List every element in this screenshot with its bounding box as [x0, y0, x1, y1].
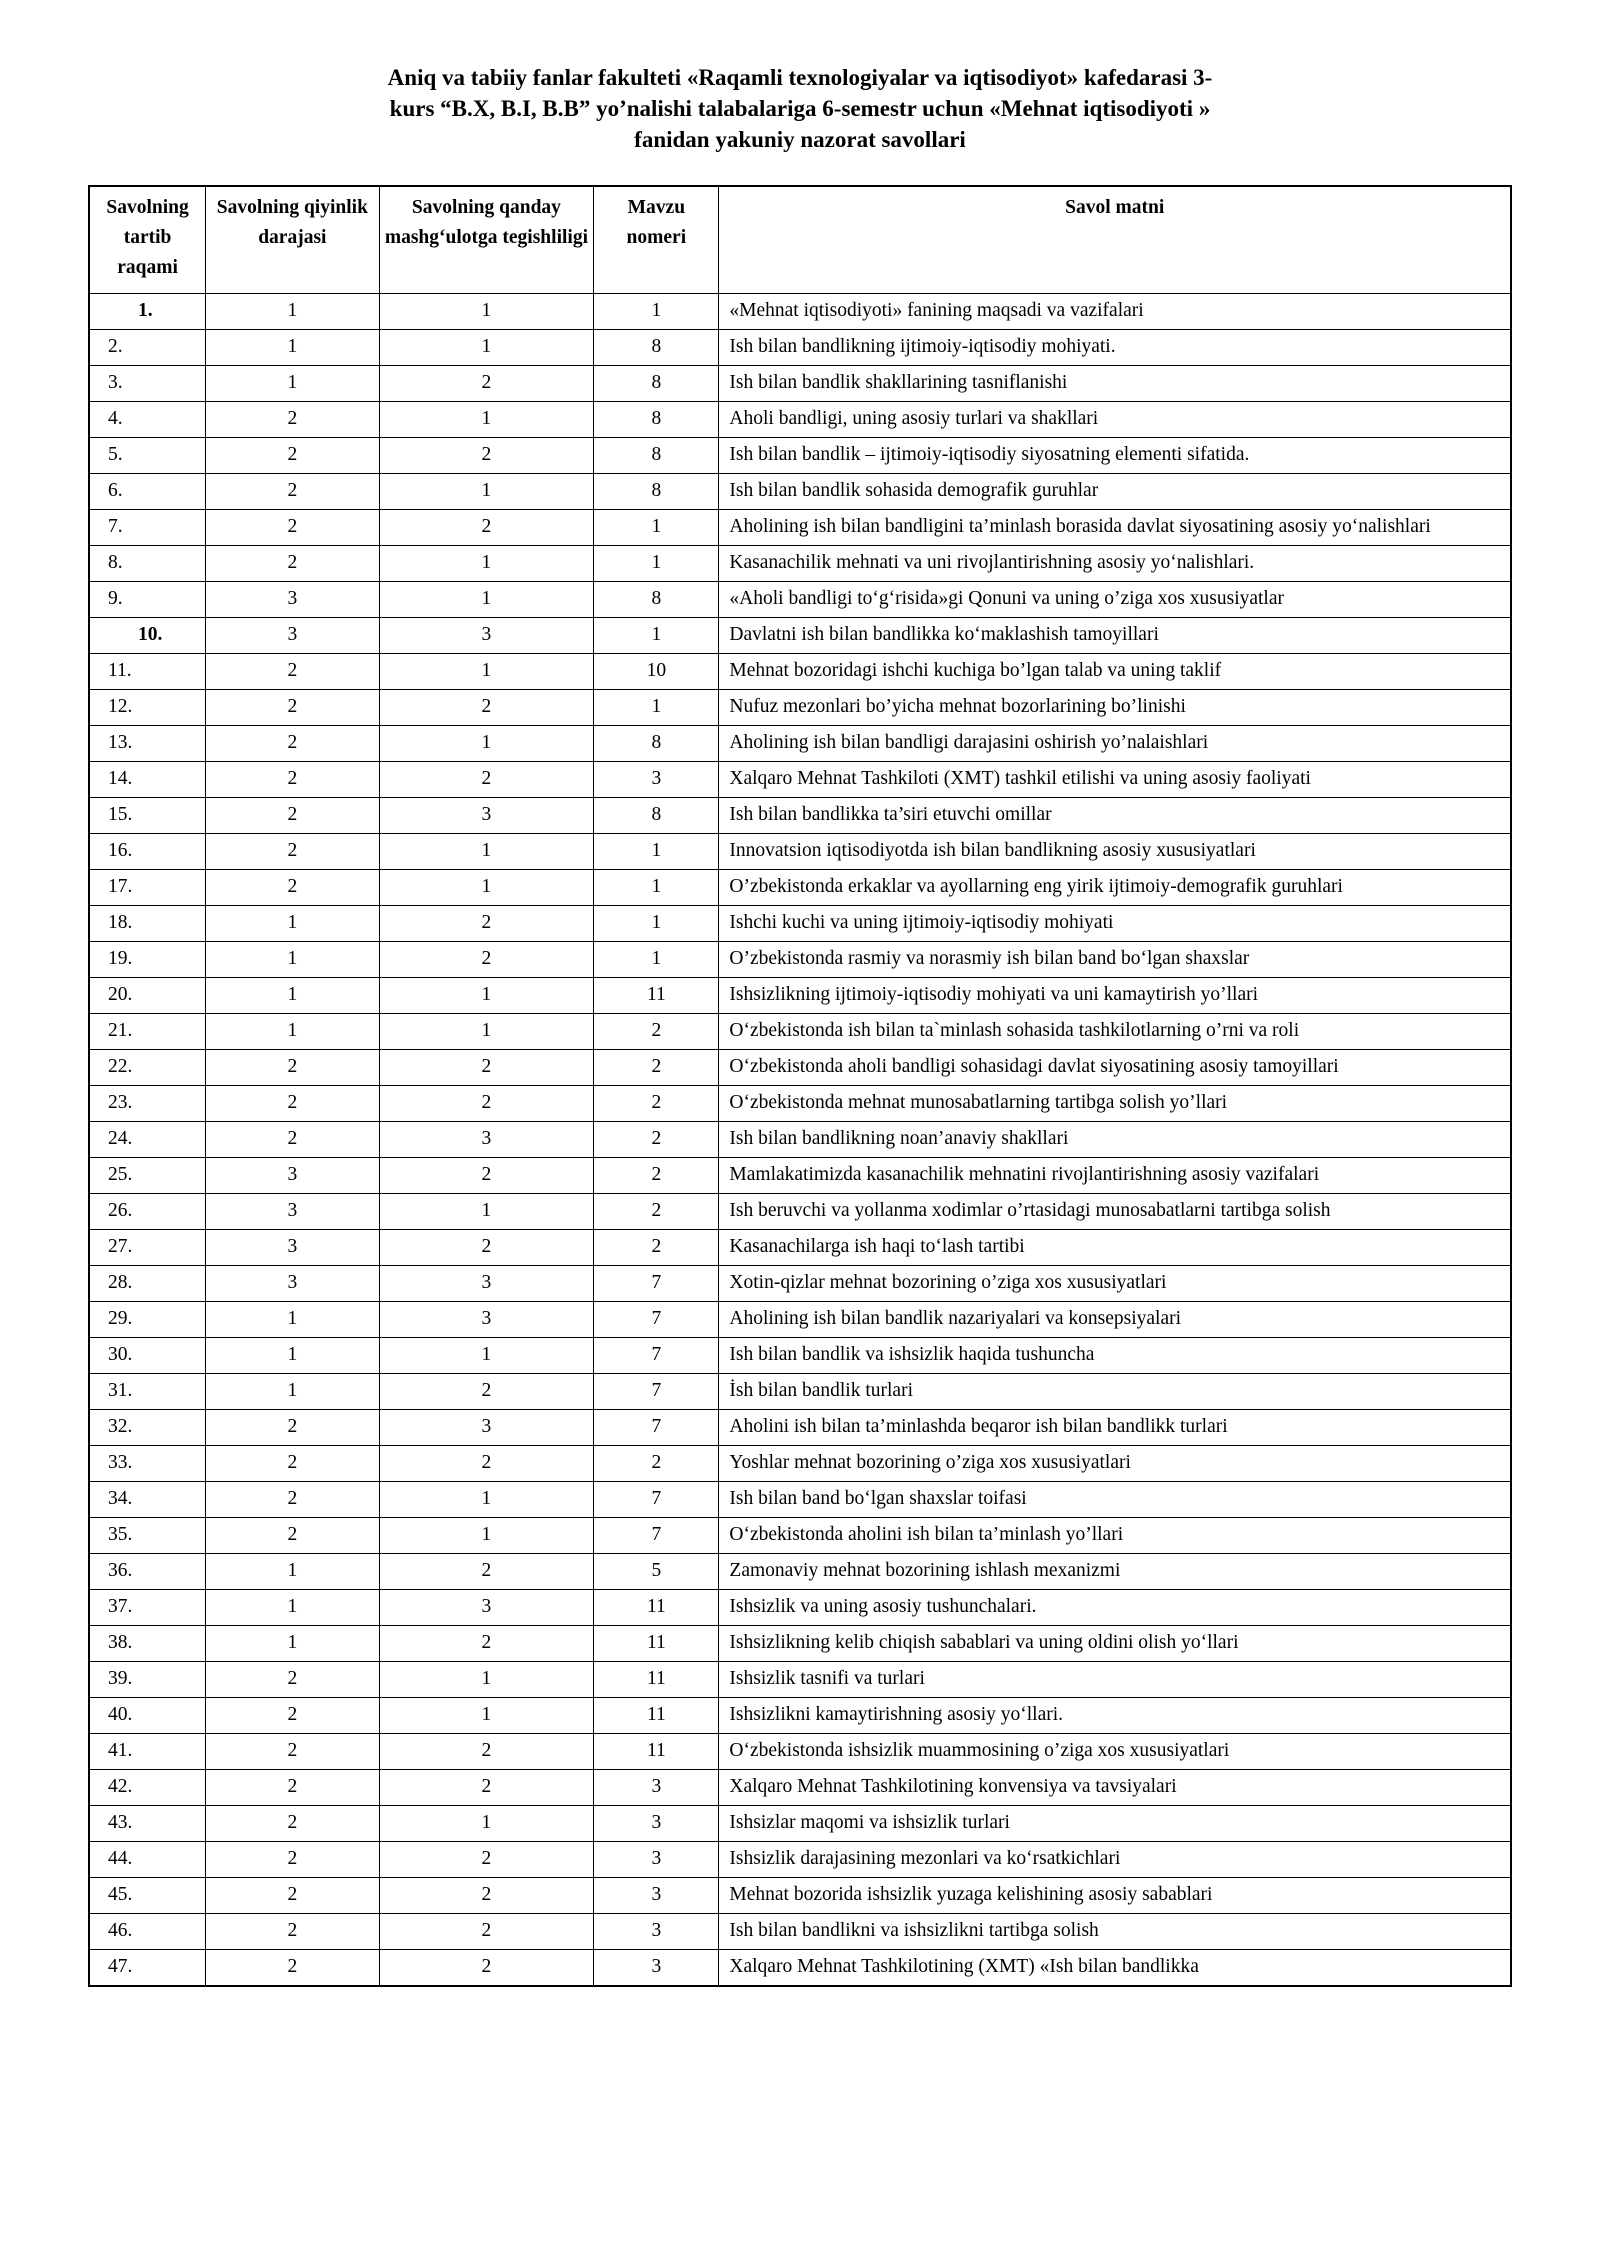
lesson-type-cell: 3	[379, 618, 594, 654]
topic-number-cell: 1	[594, 294, 719, 330]
topic-number-cell: 1	[594, 618, 719, 654]
topic-number-cell: 1	[594, 690, 719, 726]
difficulty-cell: 3	[206, 582, 379, 618]
table-row	[89, 978, 1511, 1014]
topic-number-cell: 1	[594, 942, 719, 978]
question-number-cell: 33.	[89, 1446, 206, 1482]
table-row	[89, 654, 1511, 690]
table-row	[89, 1770, 1511, 1806]
question-number-cell: 39.	[89, 1662, 206, 1698]
difficulty-cell: 1	[206, 942, 379, 978]
topic-number-cell: 1	[594, 546, 719, 582]
table-row	[89, 690, 1511, 726]
topic-number-cell: 1	[594, 870, 719, 906]
difficulty-cell: 2	[206, 1446, 379, 1482]
question-text-cell: Mamlakatimizda kasanachilik mehnatini rivojlantirishning asosiy vazifalari	[719, 1158, 1511, 1194]
question-number-cell: 28.	[89, 1266, 206, 1302]
question-text-cell: Ish bilan bandlikka ta’siri etuvchi omillar	[719, 798, 1511, 834]
question-text-cell: Ish bilan bandlik – ijtimoiy-iqtisodiy siyosatning elementi sifatida.	[719, 438, 1511, 474]
difficulty-cell: 2	[206, 1482, 379, 1518]
topic-number-cell: 8	[594, 798, 719, 834]
topic-number-cell: 11	[594, 1698, 719, 1734]
question-text-cell: Mehnat bozoridagi ishchi kuchiga bo’lgan talab va uning taklif	[719, 654, 1511, 690]
table-row	[89, 1374, 1511, 1410]
table-row	[89, 1302, 1511, 1338]
question-text-cell: Ishsizlik tasnifi va turlari	[719, 1662, 1511, 1698]
difficulty-cell: 1	[206, 1338, 379, 1374]
topic-number-cell: 11	[594, 978, 719, 1014]
table-row	[89, 402, 1511, 438]
question-number-cell: 24.	[89, 1122, 206, 1158]
lesson-type-cell: 1	[379, 726, 594, 762]
difficulty-cell: 2	[206, 798, 379, 834]
lesson-type-cell: 2	[379, 1626, 594, 1662]
lesson-type-cell: 2	[379, 1230, 594, 1266]
topic-number-cell: 8	[594, 726, 719, 762]
table-row	[89, 438, 1511, 474]
question-number-cell: 45.	[89, 1878, 206, 1914]
difficulty-cell: 2	[206, 1410, 379, 1446]
table-row	[89, 1194, 1511, 1230]
difficulty-cell: 2	[206, 690, 379, 726]
topic-number-cell: 8	[594, 330, 719, 366]
table-row	[89, 906, 1511, 942]
table-row	[89, 1482, 1511, 1518]
lesson-type-cell: 2	[379, 1842, 594, 1878]
table-body	[89, 294, 1511, 1987]
difficulty-cell: 2	[206, 1734, 379, 1770]
title-line-3: fanidan yakuniy nazorat savollari	[634, 127, 966, 152]
lesson-type-cell: 3	[379, 1122, 594, 1158]
question-text-cell: Ishsizlar maqomi va ishsizlik turlari	[719, 1806, 1511, 1842]
topic-number-cell: 2	[594, 1086, 719, 1122]
lesson-type-cell: 2	[379, 1950, 594, 1987]
table-row	[89, 1014, 1511, 1050]
topic-number-cell: 8	[594, 438, 719, 474]
question-number-cell: 16.	[89, 834, 206, 870]
question-text-cell: Innovatsion iqtisodiyotda ish bilan bandlikning asosiy xususiyatlari	[719, 834, 1511, 870]
question-text-cell: Xotin-qizlar mehnat bozorining o’ziga xos xususiyatlari	[719, 1266, 1511, 1302]
question-text-cell: Ish bilan bandlik va ishsizlik haqida tushuncha	[719, 1338, 1511, 1374]
difficulty-cell: 2	[206, 546, 379, 582]
table-row	[89, 726, 1511, 762]
lesson-type-cell: 3	[379, 1410, 594, 1446]
question-text-cell: Kasanachilik mehnati va uni rivojlantirishning asosiy yoʻnalishlari.	[719, 546, 1511, 582]
question-text-cell: Ish bilan bandlik shakllarining tasniflanishi	[719, 366, 1511, 402]
question-number-cell: 3.	[89, 366, 206, 402]
topic-number-cell: 3	[594, 762, 719, 798]
topic-number-cell: 11	[594, 1626, 719, 1662]
table-row	[89, 1806, 1511, 1842]
table-row	[89, 1914, 1511, 1950]
question-text-cell: Xalqaro Mehnat Tashkilotining konvensiya va tavsiyalari	[719, 1770, 1511, 1806]
question-number-cell: 23.	[89, 1086, 206, 1122]
lesson-type-cell: 1	[379, 1338, 594, 1374]
topic-number-cell: 2	[594, 1014, 719, 1050]
topic-number-cell: 1	[594, 834, 719, 870]
lesson-type-cell: 1	[379, 978, 594, 1014]
topic-number-cell: 7	[594, 1410, 719, 1446]
topic-number-cell: 11	[594, 1734, 719, 1770]
difficulty-cell: 3	[206, 618, 379, 654]
table-row	[89, 1698, 1511, 1734]
document-title	[185, 62, 1415, 155]
topic-number-cell: 7	[594, 1374, 719, 1410]
difficulty-cell: 2	[206, 438, 379, 474]
lesson-type-cell: 3	[379, 1302, 594, 1338]
table-row	[89, 1158, 1511, 1194]
table-row	[89, 1446, 1511, 1482]
table-row	[89, 1518, 1511, 1554]
question-number-cell: 36.	[89, 1554, 206, 1590]
question-text-cell: Davlatni ish bilan bandlikka koʻmaklashish tamoyillari	[719, 618, 1511, 654]
table-row	[89, 294, 1511, 330]
difficulty-cell: 1	[206, 1590, 379, 1626]
question-text-cell: «Mehnat iqtisodiyoti» fanining maqsadi va vazifalari	[719, 294, 1511, 330]
question-number-cell: 8.	[89, 546, 206, 582]
lesson-type-cell: 1	[379, 1518, 594, 1554]
question-text-cell: Ishsizlikning kelib chiqish sabablari va uning oldini olish yoʻllari	[719, 1626, 1511, 1662]
question-text-cell: Ish bilan bandlikni va ishsizlikni tartibga solish	[719, 1914, 1511, 1950]
difficulty-cell: 1	[206, 366, 379, 402]
difficulty-cell: 3	[206, 1266, 379, 1302]
topic-number-cell: 10	[594, 654, 719, 690]
question-number-cell: 15.	[89, 798, 206, 834]
question-number-cell: 46.	[89, 1914, 206, 1950]
difficulty-cell: 2	[206, 1770, 379, 1806]
difficulty-cell: 2	[206, 654, 379, 690]
title-line-2: kurs “B.X, B.I, B.B” yo’nalishi talabalariga 6-semestr uchun «Mehnat iqtisodiyoti »	[389, 96, 1211, 121]
difficulty-cell: 2	[206, 1662, 379, 1698]
question-number-cell: 40.	[89, 1698, 206, 1734]
question-text-cell: Aholi bandligi, uning asosiy turlari va shakllari	[719, 402, 1511, 438]
table-row	[89, 1554, 1511, 1590]
lesson-type-cell: 3	[379, 1590, 594, 1626]
header-question-text: Savol matni	[719, 186, 1511, 294]
table-row	[89, 1122, 1511, 1158]
difficulty-cell: 1	[206, 1626, 379, 1662]
question-number-cell: 42.	[89, 1770, 206, 1806]
table-row	[89, 834, 1511, 870]
question-number-cell: 22.	[89, 1050, 206, 1086]
table-row	[89, 618, 1511, 654]
difficulty-cell: 2	[206, 1878, 379, 1914]
question-number-cell: 31.	[89, 1374, 206, 1410]
topic-number-cell: 1	[594, 906, 719, 942]
header-lesson-type: Savolning qanday mashgʻulotga tegishliligi	[379, 186, 594, 294]
question-number-cell: 5.	[89, 438, 206, 474]
table-row	[89, 1734, 1511, 1770]
question-number-cell: 20.	[89, 978, 206, 1014]
topic-number-cell: 7	[594, 1338, 719, 1374]
difficulty-cell: 2	[206, 474, 379, 510]
table-row	[89, 546, 1511, 582]
difficulty-cell: 3	[206, 1158, 379, 1194]
lesson-type-cell: 3	[379, 798, 594, 834]
question-text-cell: Ish beruvchi va yollanma xodimlar o’rtasidagi munosabatlarni tartibga solish	[719, 1194, 1511, 1230]
question-number-cell: 6.	[89, 474, 206, 510]
table-row	[89, 1086, 1511, 1122]
question-text-cell: Yoshlar mehnat bozorining o’ziga xos xususiyatlari	[719, 1446, 1511, 1482]
difficulty-cell: 1	[206, 1374, 379, 1410]
question-text-cell: Ish bilan band boʻlgan shaxslar toifasi	[719, 1482, 1511, 1518]
question-number-cell: 12.	[89, 690, 206, 726]
difficulty-cell: 2	[206, 762, 379, 798]
question-number-cell: 18.	[89, 906, 206, 942]
questions-table	[88, 185, 1512, 1987]
question-number-cell: 43.	[89, 1806, 206, 1842]
difficulty-cell: 2	[206, 1518, 379, 1554]
difficulty-cell: 2	[206, 834, 379, 870]
table-row	[89, 1662, 1511, 1698]
difficulty-cell: 2	[206, 1050, 379, 1086]
question-text-cell: Ishsizlik darajasining mezonlari va koʻrsatkichlari	[719, 1842, 1511, 1878]
lesson-type-cell: 1	[379, 1482, 594, 1518]
lesson-type-cell: 2	[379, 1554, 594, 1590]
lesson-type-cell: 2	[379, 1734, 594, 1770]
table-row	[89, 1950, 1511, 1987]
topic-number-cell: 2	[594, 1194, 719, 1230]
difficulty-cell: 1	[206, 294, 379, 330]
topic-number-cell: 1	[594, 510, 719, 546]
question-text-cell: Nufuz mezonlari bo’yicha mehnat bozorlarining bo’linishi	[719, 690, 1511, 726]
question-text-cell: Oʻzbekistonda aholini ish bilan ta’minlash yo’llari	[719, 1518, 1511, 1554]
lesson-type-cell: 2	[379, 1914, 594, 1950]
lesson-type-cell: 2	[379, 1374, 594, 1410]
question-number-cell: 13.	[89, 726, 206, 762]
lesson-type-cell: 2	[379, 942, 594, 978]
question-number-cell: 38.	[89, 1626, 206, 1662]
question-number-cell: 35.	[89, 1518, 206, 1554]
difficulty-cell: 3	[206, 1230, 379, 1266]
lesson-type-cell: 2	[379, 1158, 594, 1194]
question-text-cell: Aholining ish bilan bandligi darajasini oshirish yo’nalaishlari	[719, 726, 1511, 762]
lesson-type-cell: 1	[379, 582, 594, 618]
topic-number-cell: 11	[594, 1662, 719, 1698]
question-text-cell: Mehnat bozorida ishsizlik yuzaga kelishining asosiy sabablari	[719, 1878, 1511, 1914]
table-row	[89, 1338, 1511, 1374]
question-text-cell: Ish bilan bandlikning noan’anaviy shakllari	[719, 1122, 1511, 1158]
table-row	[89, 1878, 1511, 1914]
topic-number-cell: 2	[594, 1158, 719, 1194]
question-number-cell: 19.	[89, 942, 206, 978]
difficulty-cell: 2	[206, 726, 379, 762]
topic-number-cell: 3	[594, 1806, 719, 1842]
question-text-cell: Xalqaro Mehnat Tashkiloti (XMT) tashkil etilishi va uning asosiy faoliyati	[719, 762, 1511, 798]
question-number-cell: 29.	[89, 1302, 206, 1338]
lesson-type-cell: 2	[379, 1086, 594, 1122]
question-text-cell: «Aholi bandligi toʻgʻrisida»gi Qonuni va uning o’ziga xos xususiyatlar	[719, 582, 1511, 618]
question-text-cell: Ishsizlikni kamaytirishning asosiy yoʻllari.	[719, 1698, 1511, 1734]
lesson-type-cell: 2	[379, 366, 594, 402]
header-topic-number: Mavzu nomeri	[594, 186, 719, 294]
question-number-cell: 37.	[89, 1590, 206, 1626]
table-row	[89, 1626, 1511, 1662]
difficulty-cell: 2	[206, 1086, 379, 1122]
topic-number-cell: 5	[594, 1554, 719, 1590]
lesson-type-cell: 1	[379, 1014, 594, 1050]
topic-number-cell: 3	[594, 1770, 719, 1806]
question-text-cell: Ish bilan bandlik sohasida demografik guruhlar	[719, 474, 1511, 510]
question-text-cell: Oʻzbekistonda ishsizlik muammosining o’ziga xos xususiyatlari	[719, 1734, 1511, 1770]
topic-number-cell: 2	[594, 1446, 719, 1482]
table-row	[89, 1842, 1511, 1878]
topic-number-cell: 8	[594, 474, 719, 510]
table-row	[89, 798, 1511, 834]
lesson-type-cell: 1	[379, 402, 594, 438]
lesson-type-cell: 1	[379, 1662, 594, 1698]
question-number-cell: 21.	[89, 1014, 206, 1050]
question-text-cell: Ish bilan bandlikning ijtimoiy-iqtisodiy mohiyati.	[719, 330, 1511, 366]
topic-number-cell: 7	[594, 1482, 719, 1518]
lesson-type-cell: 1	[379, 1806, 594, 1842]
difficulty-cell: 2	[206, 870, 379, 906]
header-difficulty: Savolning qiyinlik darajasi	[206, 186, 379, 294]
header-row	[89, 186, 1511, 294]
lesson-type-cell: 2	[379, 762, 594, 798]
table-row	[89, 330, 1511, 366]
difficulty-cell: 1	[206, 978, 379, 1014]
question-text-cell: Aholining ish bilan bandlik nazariyalari va konsepsiyalari	[719, 1302, 1511, 1338]
question-text-cell: Xalqaro Mehnat Tashkilotining (XMT) «Ish bilan bandlikka	[719, 1950, 1511, 1987]
question-text-cell: Aholining ish bilan bandligini ta’minlash borasida davlat siyosatining asosiy yoʻnalishlari	[719, 510, 1511, 546]
lesson-type-cell: 2	[379, 1770, 594, 1806]
question-text-cell: Oʻzbekistonda ish bilan ta`minlash sohasida tashkilotlarning o’rni va roli	[719, 1014, 1511, 1050]
question-number-cell: 32.	[89, 1410, 206, 1446]
question-number-cell: 41.	[89, 1734, 206, 1770]
question-number-cell: 10.	[89, 618, 206, 654]
lesson-type-cell: 2	[379, 438, 594, 474]
question-number-cell: 14.	[89, 762, 206, 798]
difficulty-cell: 1	[206, 1554, 379, 1590]
topic-number-cell: 2	[594, 1230, 719, 1266]
question-text-cell: O’zbekistonda erkaklar va ayollarning eng yirik ijtimoiy-demografik guruhlari	[719, 870, 1511, 906]
lesson-type-cell: 1	[379, 474, 594, 510]
table-row	[89, 1050, 1511, 1086]
difficulty-cell: 1	[206, 1302, 379, 1338]
question-text-cell: Oʻzbekistonda mehnat munosabatlarning tartibga solish yo’llari	[719, 1086, 1511, 1122]
question-text-cell: O’zbekistonda rasmiy va norasmiy ish bilan band boʻlgan shaxslar	[719, 942, 1511, 978]
topic-number-cell: 3	[594, 1878, 719, 1914]
topic-number-cell: 8	[594, 582, 719, 618]
topic-number-cell: 7	[594, 1302, 719, 1338]
question-number-cell: 47.	[89, 1950, 206, 1987]
lesson-type-cell: 1	[379, 294, 594, 330]
table-row	[89, 1230, 1511, 1266]
difficulty-cell: 2	[206, 1806, 379, 1842]
question-text-cell: Kasanachilarga ish haqi toʻlash tartibi	[719, 1230, 1511, 1266]
table-row	[89, 1410, 1511, 1446]
table-row	[89, 1590, 1511, 1626]
question-text-cell: Zamonaviy mehnat bozorining ishlash mexanizmi	[719, 1554, 1511, 1590]
question-number-cell: 34.	[89, 1482, 206, 1518]
table-row	[89, 942, 1511, 978]
topic-number-cell: 8	[594, 402, 719, 438]
question-text-cell: Ishsizlikning ijtimoiy-iqtisodiy mohiyati va uni kamaytirish yo’llari	[719, 978, 1511, 1014]
difficulty-cell: 1	[206, 906, 379, 942]
difficulty-cell: 2	[206, 1122, 379, 1158]
difficulty-cell: 1	[206, 1014, 379, 1050]
table-row	[89, 870, 1511, 906]
title-line-1: Aniq va tabiiy fanlar fakulteti «Raqamli texnologiyalar va iqtisodiyot» kafedarasi 3-	[387, 65, 1213, 90]
question-number-cell: 30.	[89, 1338, 206, 1374]
question-number-cell: 4.	[89, 402, 206, 438]
table-row	[89, 366, 1511, 402]
lesson-type-cell: 2	[379, 1050, 594, 1086]
lesson-type-cell: 1	[379, 1698, 594, 1734]
question-number-cell: 27.	[89, 1230, 206, 1266]
difficulty-cell: 2	[206, 510, 379, 546]
topic-number-cell: 2	[594, 1050, 719, 1086]
topic-number-cell: 7	[594, 1266, 719, 1302]
table-row	[89, 474, 1511, 510]
question-number-cell: 26.	[89, 1194, 206, 1230]
question-number-cell: 25.	[89, 1158, 206, 1194]
question-text-cell: Oʻzbekistonda aholi bandligi sohasidagi davlat siyosatining asosiy tamoyillari	[719, 1050, 1511, 1086]
topic-number-cell: 3	[594, 1950, 719, 1987]
header-question-number: Savolning tartib raqami	[89, 186, 206, 294]
topic-number-cell: 3	[594, 1842, 719, 1878]
question-number-cell: 2.	[89, 330, 206, 366]
lesson-type-cell: 2	[379, 510, 594, 546]
lesson-type-cell: 2	[379, 1446, 594, 1482]
lesson-type-cell: 1	[379, 834, 594, 870]
lesson-type-cell: 1	[379, 1194, 594, 1230]
lesson-type-cell: 1	[379, 546, 594, 582]
lesson-type-cell: 2	[379, 906, 594, 942]
question-number-cell: 1.	[89, 294, 206, 330]
difficulty-cell: 3	[206, 1194, 379, 1230]
question-number-cell: 17.	[89, 870, 206, 906]
question-number-cell: 9.	[89, 582, 206, 618]
topic-number-cell: 8	[594, 366, 719, 402]
question-number-cell: 11.	[89, 654, 206, 690]
lesson-type-cell: 1	[379, 654, 594, 690]
lesson-type-cell: 2	[379, 690, 594, 726]
topic-number-cell: 3	[594, 1914, 719, 1950]
question-text-cell: Ishsizlik va uning asosiy tushunchalari.	[719, 1590, 1511, 1626]
table-row	[89, 1266, 1511, 1302]
topic-number-cell: 7	[594, 1518, 719, 1554]
topic-number-cell: 11	[594, 1590, 719, 1626]
lesson-type-cell: 1	[379, 330, 594, 366]
lesson-type-cell: 1	[379, 870, 594, 906]
question-text-cell: Ishchi kuchi va uning ijtimoiy-iqtisodiy mohiyati	[719, 906, 1511, 942]
lesson-type-cell: 3	[379, 1266, 594, 1302]
question-text-cell: İsh bilan bandlik turlari	[719, 1374, 1511, 1410]
question-number-cell: 44.	[89, 1842, 206, 1878]
lesson-type-cell: 2	[379, 1878, 594, 1914]
question-number-cell: 7.	[89, 510, 206, 546]
difficulty-cell: 2	[206, 402, 379, 438]
difficulty-cell: 2	[206, 1914, 379, 1950]
question-text-cell: Aholini ish bilan ta’minlashda beqaror ish bilan bandlikk turlari	[719, 1410, 1511, 1446]
table-row	[89, 510, 1511, 546]
difficulty-cell: 1	[206, 330, 379, 366]
table-row	[89, 582, 1511, 618]
difficulty-cell: 2	[206, 1842, 379, 1878]
difficulty-cell: 2	[206, 1698, 379, 1734]
table-row	[89, 762, 1511, 798]
difficulty-cell: 2	[206, 1950, 379, 1987]
topic-number-cell: 2	[594, 1122, 719, 1158]
